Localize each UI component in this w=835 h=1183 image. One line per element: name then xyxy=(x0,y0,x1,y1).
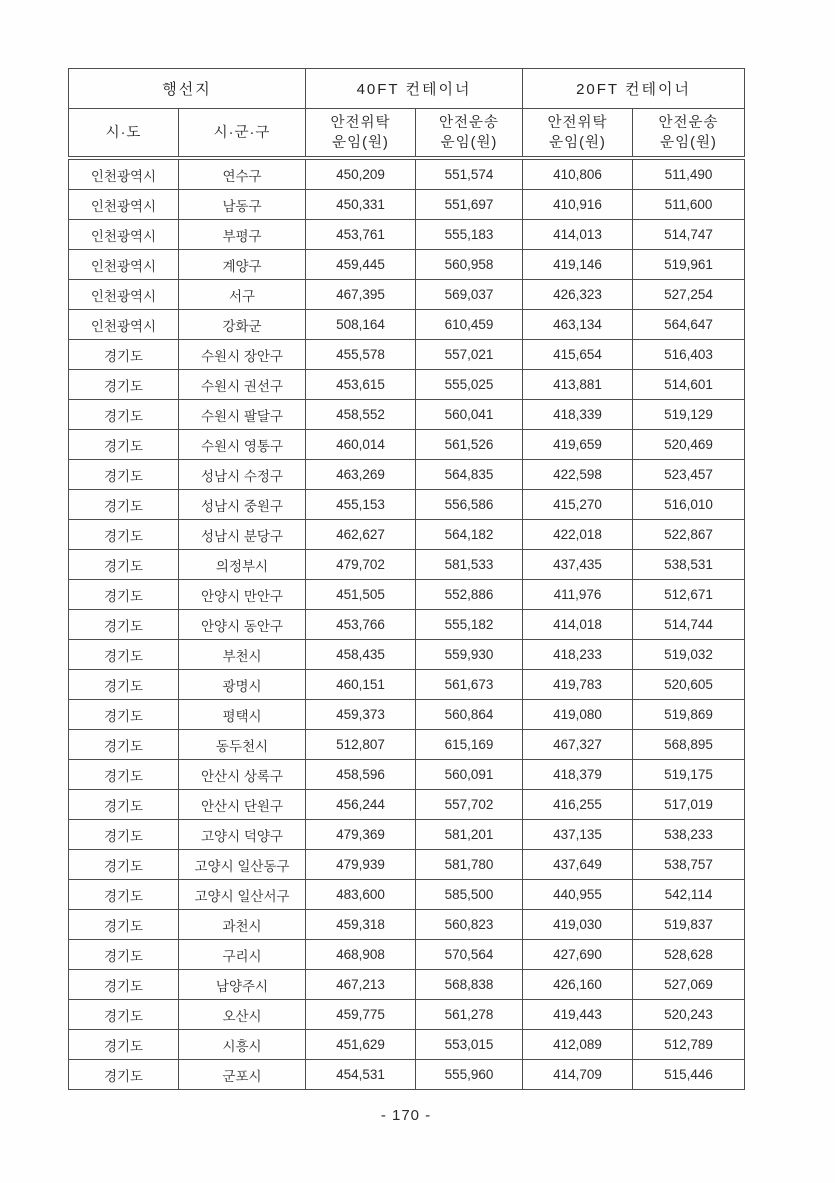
table-cell: 564,182 xyxy=(416,520,523,550)
table-header-sub-row xyxy=(69,109,745,159)
table-cell: 수원시 영통구 xyxy=(179,430,306,460)
table-cell: 560,958 xyxy=(416,250,523,280)
table-cell: 551,697 xyxy=(416,190,523,220)
table-cell: 성남시 수정구 xyxy=(179,460,306,490)
table-row xyxy=(69,940,745,970)
table-cell: 479,939 xyxy=(306,850,416,880)
table-cell: 519,032 xyxy=(633,640,745,670)
table-cell: 고양시 덕양구 xyxy=(179,820,306,850)
table-cell: 522,867 xyxy=(633,520,745,550)
table-cell: 615,169 xyxy=(416,730,523,760)
table-cell: 454,531 xyxy=(306,1060,416,1090)
table-cell: 414,013 xyxy=(523,220,633,250)
table-cell: 538,531 xyxy=(633,550,745,580)
table-cell: 경기도 xyxy=(69,1030,179,1060)
table-cell: 463,269 xyxy=(306,460,416,490)
table-cell: 555,182 xyxy=(416,610,523,640)
table-cell: 519,175 xyxy=(633,760,745,790)
header-40ft-transport-fee xyxy=(416,109,523,159)
table-cell: 계양구 xyxy=(179,250,306,280)
table-cell: 과천시 xyxy=(179,910,306,940)
table-cell: 520,605 xyxy=(633,670,745,700)
table-cell: 고양시 일산서구 xyxy=(179,880,306,910)
table-cell: 안산시 단원구 xyxy=(179,790,306,820)
table-cell: 수원시 장안구 xyxy=(179,340,306,370)
table-cell: 부천시 xyxy=(179,640,306,670)
table-cell: 552,886 xyxy=(416,580,523,610)
table-row xyxy=(69,610,745,640)
table-cell: 437,135 xyxy=(523,820,633,850)
table-cell: 426,323 xyxy=(523,280,633,310)
table-cell: 평택시 xyxy=(179,700,306,730)
table-row xyxy=(69,1000,745,1030)
header-fee-unit-label: 운임(원) xyxy=(440,134,498,151)
table-row xyxy=(69,250,745,280)
page-number: - 170 - xyxy=(380,1107,432,1124)
table-cell: 동두천시 xyxy=(179,730,306,760)
table-cell: 경기도 xyxy=(69,670,179,700)
table-row xyxy=(69,190,745,220)
table-cell: 경기도 xyxy=(69,580,179,610)
table-row xyxy=(69,970,745,1000)
table-cell: 418,339 xyxy=(523,400,633,430)
table-row xyxy=(69,760,745,790)
table-cell: 460,014 xyxy=(306,430,416,460)
header-fee-unit-label: 운임(원) xyxy=(660,134,717,151)
table-cell: 511,490 xyxy=(633,158,745,190)
table-cell: 경기도 xyxy=(69,340,179,370)
table-cell: 569,037 xyxy=(416,280,523,310)
table-cell: 성남시 중원구 xyxy=(179,490,306,520)
table-cell: 511,600 xyxy=(633,190,745,220)
table-cell: 서구 xyxy=(179,280,306,310)
table-cell: 520,243 xyxy=(633,1000,745,1030)
table-cell: 415,654 xyxy=(523,340,633,370)
header-sido: 시·도 xyxy=(69,109,179,159)
table-cell: 451,629 xyxy=(306,1030,416,1060)
table-cell: 411,976 xyxy=(523,580,633,610)
table-cell: 519,961 xyxy=(633,250,745,280)
table-cell: 경기도 xyxy=(69,730,179,760)
table-cell: 경기도 xyxy=(69,430,179,460)
table-cell: 인천광역시 xyxy=(69,250,179,280)
table-cell: 581,780 xyxy=(416,850,523,880)
table-cell: 422,018 xyxy=(523,520,633,550)
table-cell: 517,019 xyxy=(633,790,745,820)
table-cell: 경기도 xyxy=(69,640,179,670)
table-cell: 462,627 xyxy=(306,520,416,550)
table-cell: 450,209 xyxy=(306,158,416,190)
header-consign-label: 안전위탁 xyxy=(330,114,391,131)
table-cell: 479,702 xyxy=(306,550,416,580)
table-cell: 561,526 xyxy=(416,430,523,460)
freight-rate-table xyxy=(68,68,745,1090)
table-row xyxy=(69,730,745,760)
table-cell: 419,080 xyxy=(523,700,633,730)
table-cell: 568,838 xyxy=(416,970,523,1000)
table-cell: 514,601 xyxy=(633,370,745,400)
table-cell: 455,153 xyxy=(306,490,416,520)
table-cell: 427,690 xyxy=(523,940,633,970)
table-cell: 512,671 xyxy=(633,580,745,610)
table-row xyxy=(69,820,745,850)
table-cell: 경기도 xyxy=(69,400,179,430)
table-cell: 585,500 xyxy=(416,880,523,910)
table-cell: 451,505 xyxy=(306,580,416,610)
header-20ft-transport-fee xyxy=(633,109,745,159)
table-cell: 경기도 xyxy=(69,1060,179,1090)
table-row xyxy=(69,280,745,310)
header-fee-unit-label: 운임(원) xyxy=(332,134,389,151)
table-cell: 483,600 xyxy=(306,880,416,910)
table-row xyxy=(69,430,745,460)
table-cell: 강화군 xyxy=(179,310,306,340)
table-cell: 인천광역시 xyxy=(69,158,179,190)
table-cell: 안양시 동안구 xyxy=(179,610,306,640)
table-cell: 오산시 xyxy=(179,1000,306,1030)
table-row xyxy=(69,310,745,340)
table-row xyxy=(69,550,745,580)
table-cell: 512,789 xyxy=(633,1030,745,1060)
table-cell: 419,659 xyxy=(523,430,633,460)
table-cell: 성남시 분당구 xyxy=(179,520,306,550)
table-cell: 426,160 xyxy=(523,970,633,1000)
table-cell: 557,702 xyxy=(416,790,523,820)
table-cell: 453,761 xyxy=(306,220,416,250)
table-cell: 광명시 xyxy=(179,670,306,700)
table-cell: 경기도 xyxy=(69,760,179,790)
table-cell: 560,864 xyxy=(416,700,523,730)
table-cell: 450,331 xyxy=(306,190,416,220)
table-cell: 경기도 xyxy=(69,820,179,850)
table-row xyxy=(69,670,745,700)
table-cell: 418,233 xyxy=(523,640,633,670)
table-cell: 458,435 xyxy=(306,640,416,670)
table-cell: 군포시 xyxy=(179,1060,306,1090)
table-cell: 경기도 xyxy=(69,1000,179,1030)
table-cell: 519,129 xyxy=(633,400,745,430)
table-cell: 610,459 xyxy=(416,310,523,340)
table-cell: 410,806 xyxy=(523,158,633,190)
table-row xyxy=(69,400,745,430)
table-body xyxy=(69,158,745,1090)
table-row xyxy=(69,370,745,400)
header-destination: 행선지 xyxy=(69,69,306,109)
table-row xyxy=(69,1030,745,1060)
table-cell: 416,255 xyxy=(523,790,633,820)
table-row xyxy=(69,910,745,940)
header-40ft-consign-fee xyxy=(306,109,416,159)
table-cell: 519,837 xyxy=(633,910,745,940)
table-cell: 553,015 xyxy=(416,1030,523,1060)
table-cell: 551,574 xyxy=(416,158,523,190)
table-cell: 519,869 xyxy=(633,700,745,730)
table-cell: 570,564 xyxy=(416,940,523,970)
table-cell: 560,091 xyxy=(416,760,523,790)
table-row xyxy=(69,640,745,670)
table-cell: 인천광역시 xyxy=(69,280,179,310)
table-cell: 564,835 xyxy=(416,460,523,490)
table-cell: 남동구 xyxy=(179,190,306,220)
table-cell: 422,598 xyxy=(523,460,633,490)
table-cell: 안양시 만안구 xyxy=(179,580,306,610)
table-cell: 418,379 xyxy=(523,760,633,790)
table-cell: 508,164 xyxy=(306,310,416,340)
table-row xyxy=(69,700,745,730)
table-cell: 453,766 xyxy=(306,610,416,640)
table-cell: 경기도 xyxy=(69,490,179,520)
table-row xyxy=(69,1060,745,1090)
table-cell: 인천광역시 xyxy=(69,220,179,250)
table-row xyxy=(69,340,745,370)
table-row xyxy=(69,520,745,550)
table-cell: 520,469 xyxy=(633,430,745,460)
table-cell: 경기도 xyxy=(69,700,179,730)
table-cell: 437,435 xyxy=(523,550,633,580)
table-cell: 528,628 xyxy=(633,940,745,970)
table-cell: 555,025 xyxy=(416,370,523,400)
table-cell: 고양시 일산동구 xyxy=(179,850,306,880)
table-cell: 412,089 xyxy=(523,1030,633,1060)
table-cell: 581,533 xyxy=(416,550,523,580)
table-cell: 557,021 xyxy=(416,340,523,370)
table-cell: 440,955 xyxy=(523,880,633,910)
table-cell: 경기도 xyxy=(69,790,179,820)
table-cell: 419,443 xyxy=(523,1000,633,1030)
table-cell: 463,134 xyxy=(523,310,633,340)
table-row xyxy=(69,158,745,190)
table-cell: 468,908 xyxy=(306,940,416,970)
table-cell: 561,278 xyxy=(416,1000,523,1030)
table-cell: 560,041 xyxy=(416,400,523,430)
table-cell: 555,960 xyxy=(416,1060,523,1090)
table-cell: 남양주시 xyxy=(179,970,306,1000)
table-cell: 527,254 xyxy=(633,280,745,310)
header-40ft-container: 40FT 컨테이너 xyxy=(306,69,523,109)
table-cell: 459,373 xyxy=(306,700,416,730)
table-header-group-row xyxy=(69,69,745,109)
table-cell: 인천광역시 xyxy=(69,190,179,220)
table-cell: 419,146 xyxy=(523,250,633,280)
table-row xyxy=(69,460,745,490)
table-row xyxy=(69,220,745,250)
table-cell: 수원시 팔달구 xyxy=(179,400,306,430)
table-cell: 542,114 xyxy=(633,880,745,910)
table-cell: 수원시 권선구 xyxy=(179,370,306,400)
table-cell: 515,446 xyxy=(633,1060,745,1090)
table-cell: 경기도 xyxy=(69,910,179,940)
table-cell: 564,647 xyxy=(633,310,745,340)
table-cell: 479,369 xyxy=(306,820,416,850)
table-cell: 경기도 xyxy=(69,610,179,640)
table-cell: 559,930 xyxy=(416,640,523,670)
table-cell: 556,586 xyxy=(416,490,523,520)
table-cell: 512,807 xyxy=(306,730,416,760)
table-cell: 538,233 xyxy=(633,820,745,850)
table-row xyxy=(69,790,745,820)
table-cell: 415,270 xyxy=(523,490,633,520)
table-cell: 414,709 xyxy=(523,1060,633,1090)
table-cell: 경기도 xyxy=(69,550,179,580)
table-cell: 555,183 xyxy=(416,220,523,250)
table-cell: 453,615 xyxy=(306,370,416,400)
table-cell: 459,775 xyxy=(306,1000,416,1030)
table-cell: 419,783 xyxy=(523,670,633,700)
table-cell: 459,318 xyxy=(306,910,416,940)
table-row xyxy=(69,880,745,910)
table-cell: 516,010 xyxy=(633,490,745,520)
table-cell: 410,916 xyxy=(523,190,633,220)
table-cell: 구리시 xyxy=(179,940,306,970)
table-cell: 514,747 xyxy=(633,220,745,250)
table-cell: 경기도 xyxy=(69,940,179,970)
table-cell: 561,673 xyxy=(416,670,523,700)
table-cell: 514,744 xyxy=(633,610,745,640)
header-20ft-consign-fee xyxy=(523,109,633,159)
header-sigungu: 시·군·구 xyxy=(179,109,306,159)
table-cell: 437,649 xyxy=(523,850,633,880)
table-cell: 459,445 xyxy=(306,250,416,280)
table-cell: 455,578 xyxy=(306,340,416,370)
table-cell: 538,757 xyxy=(633,850,745,880)
table-cell: 458,596 xyxy=(306,760,416,790)
table-row xyxy=(69,490,745,520)
table-cell: 경기도 xyxy=(69,520,179,550)
table-cell: 안산시 상록구 xyxy=(179,760,306,790)
table-cell: 414,018 xyxy=(523,610,633,640)
table-cell: 의정부시 xyxy=(179,550,306,580)
table-row xyxy=(69,580,745,610)
table-cell: 568,895 xyxy=(633,730,745,760)
table-cell: 456,244 xyxy=(306,790,416,820)
header-fee-unit-label: 운임(원) xyxy=(549,134,606,151)
header-transport-label: 안전운송 xyxy=(658,114,719,131)
table-cell: 467,213 xyxy=(306,970,416,1000)
table-cell: 527,069 xyxy=(633,970,745,1000)
table-cell: 부평구 xyxy=(179,220,306,250)
table-cell: 경기도 xyxy=(69,850,179,880)
table-cell: 419,030 xyxy=(523,910,633,940)
table-cell: 467,395 xyxy=(306,280,416,310)
header-consign-label: 안전위탁 xyxy=(547,114,608,131)
table-cell: 413,881 xyxy=(523,370,633,400)
table-cell: 경기도 xyxy=(69,460,179,490)
table-cell: 460,151 xyxy=(306,670,416,700)
table-cell: 523,457 xyxy=(633,460,745,490)
table-cell: 458,552 xyxy=(306,400,416,430)
header-20ft-container: 20FT 컨테이너 xyxy=(523,69,745,109)
table-cell: 516,403 xyxy=(633,340,745,370)
table-cell: 인천광역시 xyxy=(69,310,179,340)
table-cell: 경기도 xyxy=(69,970,179,1000)
header-transport-label: 안전운송 xyxy=(439,114,500,131)
table-cell: 연수구 xyxy=(179,158,306,190)
table-cell: 경기도 xyxy=(69,880,179,910)
table-cell: 581,201 xyxy=(416,820,523,850)
table-cell: 시흥시 xyxy=(179,1030,306,1060)
table-cell: 560,823 xyxy=(416,910,523,940)
table-cell: 경기도 xyxy=(69,370,179,400)
table-cell: 467,327 xyxy=(523,730,633,760)
table-row xyxy=(69,850,745,880)
